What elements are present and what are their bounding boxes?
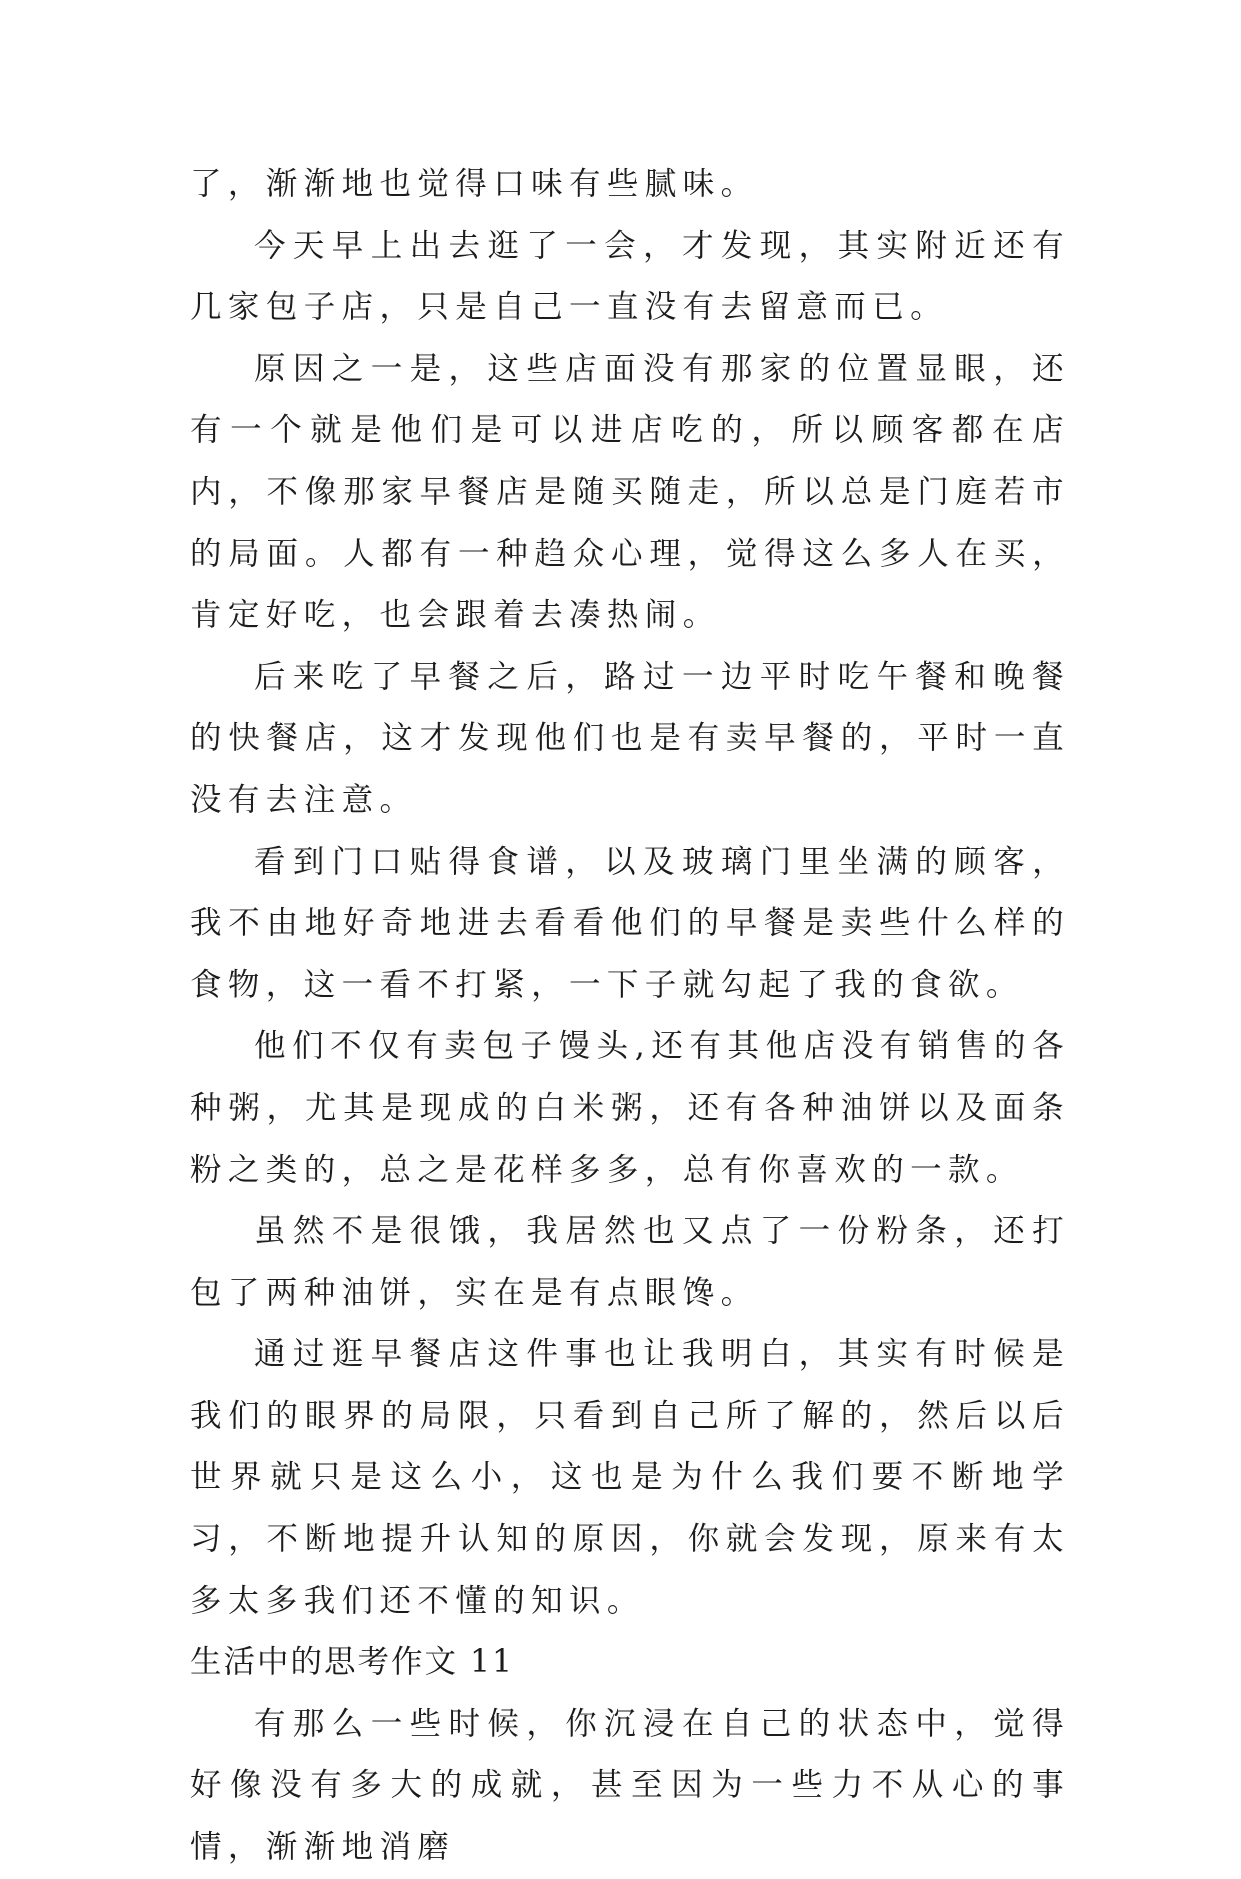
section-heading: 生活中的思考作文 11 (190, 1644, 515, 1681)
paragraph: 后来吃了早餐之后，路过一边平时吃午餐和晚餐的快餐店，这才发现他们也是有卖早餐的，平时一直没有去注意。 (190, 658, 1070, 818)
paragraph: 看到门口贴得食谱，以及玻璃门里坐满的顾客，我不由地好奇地进去看看他们的早餐是卖些什么样的食物，这一看不打紧，一下子就勾起了我的食欲。 (190, 843, 1070, 1003)
paragraph: 原因之一是，这些店面没有那家的位置显眼，还有一个就是他们是可以进店吃的，所以顾客都在店内，不像那家早餐店是随买随走，所以总是门庭若市的局面。人都有一种趋众心理，觉得这么多人在买，肯定好吃，也会跟着去凑热闹。 (190, 350, 1070, 634)
document-body (190, 154, 1070, 1879)
paragraph: 他们不仅有卖包子馒头,还有其他店没有销售的各种粥，尤其是现成的白米粥，还有各种油饼以及面条粉之类的，总之是花样多多，总有你喜欢的一款。 (190, 1028, 1070, 1188)
paragraph: 今天早上出去逛了一会，才发现，其实附近还有几家包子店，只是自己一直没有去留意而已。 (190, 227, 1070, 326)
paragraph: 通过逛早餐店这件事也让我明白，其实有时候是我们的眼界的局限，只看到自己所了解的，然后以后世界就只是这么小，这也是为什么我们要不断地学习，不断地提升认知的原因，你就会发现，原来有太多太多我们还不懂的知识。 (190, 1336, 1070, 1619)
closing-paragraph: 有那么一些时候，你沉浸在自己的状态中，觉得好像没有多大的成就，甚至因为一些力不从心的事情，渐渐地消磨 (190, 1705, 1070, 1866)
paragraph: 虽然不是很饿，我居然也又点了一份粉条，还打包了两种油饼，实在是有点眼馋。 (190, 1213, 1070, 1311)
paragraph: 了，渐渐地也觉得口味有些腻味。 (190, 166, 759, 202)
